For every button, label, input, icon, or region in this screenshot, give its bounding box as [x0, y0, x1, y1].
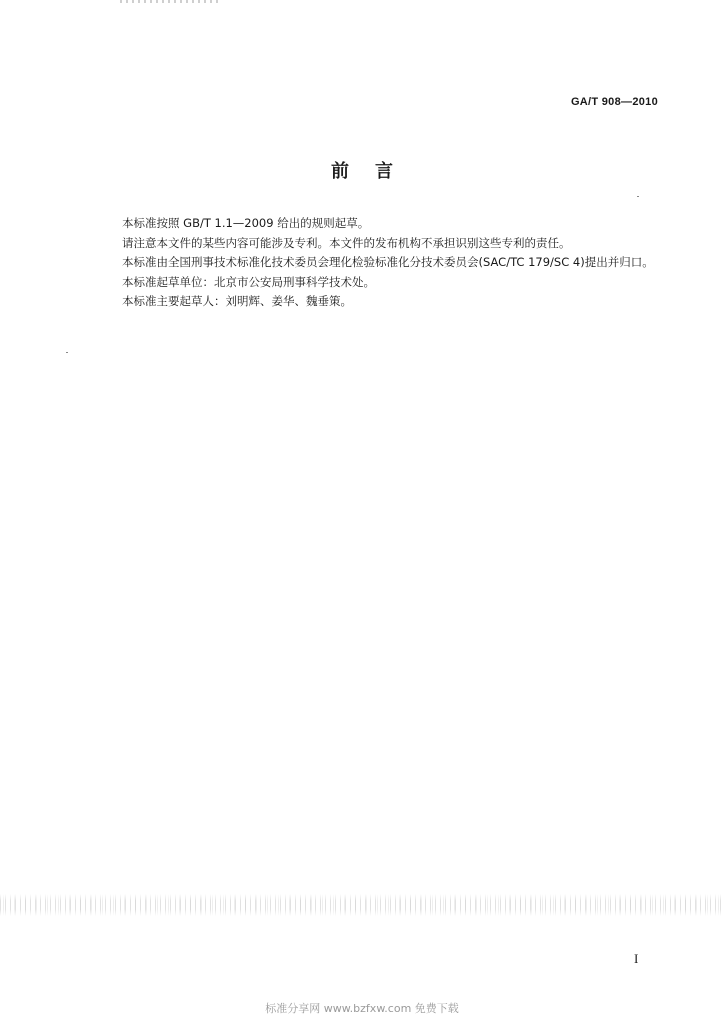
paragraph-drafters: 本标准主要起草人：刘明辉、姜华、魏垂策。 — [122, 294, 352, 308]
paragraph-proposer: 本标准由全国刑事技术标准化技术委员会理化检验标准化分技术委员会(SAC/TC 179/SC 4)提出并归口。 — [122, 255, 654, 269]
paragraph-patent-notice: 请注意本文件的某些内容可能涉及专利。本文件的发布机构不承担识别这些专利的责任。 — [122, 235, 571, 250]
footer-watermark: 标准分享网 www.bzfxw.com 免费下载 — [265, 1002, 459, 1015]
page-title — [0, 157, 724, 183]
title-char-1: 前 — [331, 161, 349, 182]
paragraph-drafting-unit: 本标准起草单位：北京市公安局刑事科学技术处。 — [122, 274, 375, 289]
title-char-2: 言 — [375, 161, 393, 182]
foreword-body — [86, 214, 662, 312]
paragraph-drafting-rules: 本标准按照 GB/T 1.1—2009 给出的规则起草。 — [122, 216, 370, 230]
scan-speck — [66, 352, 68, 353]
scan-speck — [637, 196, 639, 197]
scan-noise-band — [0, 894, 724, 916]
standard-code: GA/T 908—2010 — [570, 96, 658, 108]
scan-noise-top — [120, 0, 220, 3]
page-number: I — [634, 951, 639, 966]
